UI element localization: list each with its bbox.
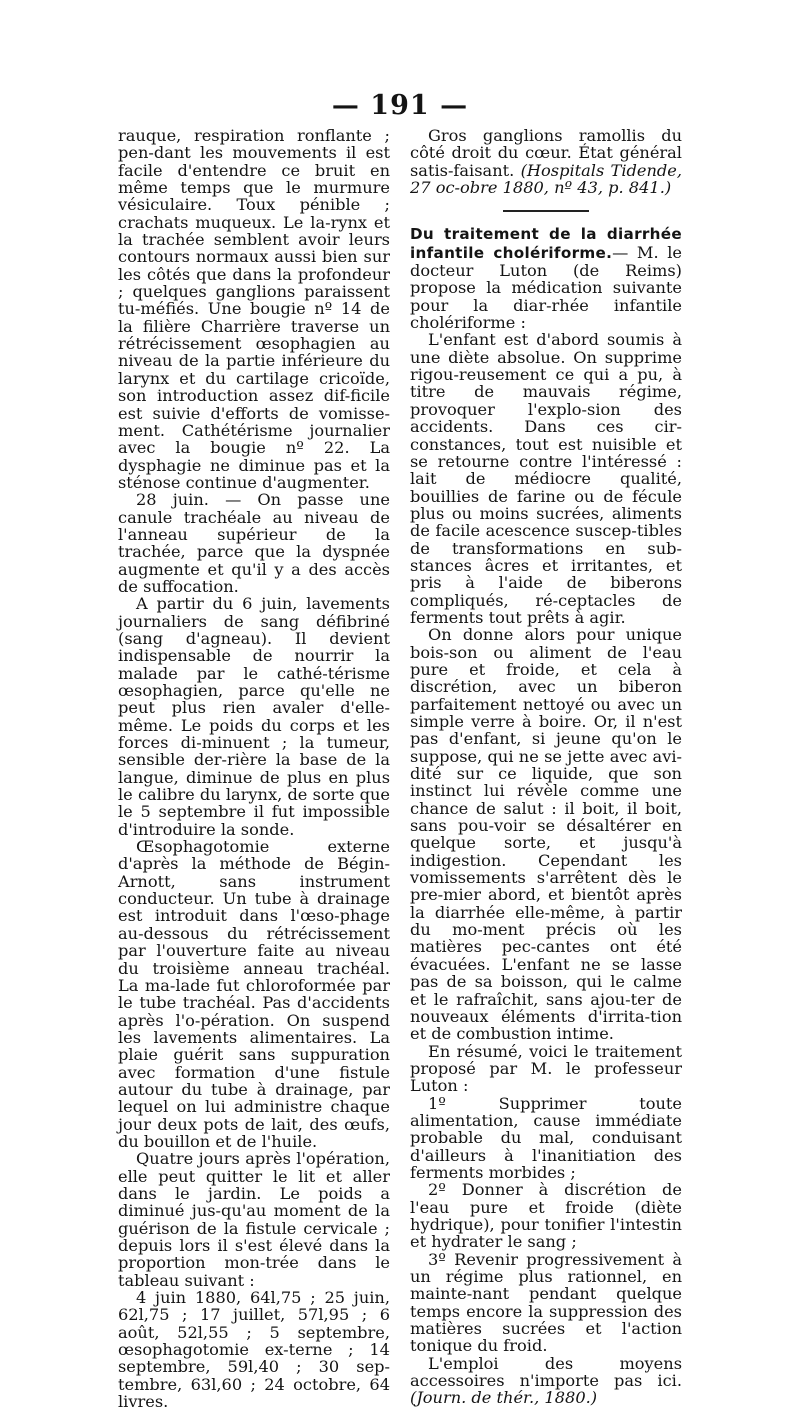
intro-citation: (Hospitals Tidende, 27 oc-obre 1880, nº 43, p. 841.) (410, 160, 682, 198)
paragraph: rauque, respiration ronflante ; pen-dant les mouvements il est facile d'entendre ce bruit en même temps que le murmure vésiculaire. Toux pénible ; crachats muqueux. Le la-rynx et la trachée semblent avoir leurs contours normaux aussi bien sur les côtés que dans la profondeur ; quelques ganglions paraissent tu-méfiés. Une bougie nº 14 de la filière Charrière traverse un rétrécissement œsophagien au niveau de la partie inférieure du larynx et du cartilage cricoïde, son introduction assez dif-ficile est suivie d'efforts de vomisse-ment. Cathétérisme journalier avec la bougie nº 22. La dysphagie ne diminue pas et la sténose continue d'augmenter. (118, 126, 390, 492)
closing-text: L'emploi des moyens accessoires n'importe pas ici. (410, 1353, 682, 1391)
paragraph: Œsophagotomie externe d'après la méthode de Bégin-Arnott, sans instrument conducteur. Un tube à drainage est introduit dans l'œso-phage au-dessous du rétrécissement par l'ouverture faite au niveau du troisième anneau trachéal. La ma-lade fut chloroformée par le tube trachéal. Pas d'accidents après l'o-pération. On suspend les lavements alimentaires. La plaie guérit sans suppuration avec formation d'une fistule autour du tube à drainage, par lequel on lui administre chaque jour deux pots de lait, des œufs, du bouillon et de l'huile. (118, 837, 390, 1151)
left-column (118, 127, 390, 1410)
list-item: 2º Donner à discrétion de l'eau pure et froide (diète hydrique), pour tonifier l'intestin et hydrater le sang ; (410, 1180, 682, 1252)
right-column (410, 127, 682, 1407)
paragraph: Quatre jours après l'opération, elle peut quitter le lit et aller dans le jardin. Le poids a diminué jus-qu'au moment de la guérison de la fistule cervicale ; depuis lors il s'est élevé dans la proportion mon-trée dans le tableau suivant : (118, 1149, 390, 1290)
article-heading-paragraph (410, 225, 682, 331)
list-item: 3º Revenir progressivement à un régime plus rationnel, en mainte-nant pendant quelque temps encore la suppression des matières sucrées et l'action tonique du froid. (410, 1249, 682, 1356)
paragraph: 28 juin. — On passe une canule trachéale au niveau de l'anneau supérieur de la trachée, parce que la dyspnée augmente et qu'il y a des accès de suffocation. (118, 490, 390, 596)
list-item: 1º Supprimer toute alimentation, cause immédiate probable du mal, conduisant d'ailleurs à l'inanitiation des ferments morbides ; (410, 1093, 682, 1182)
paragraph: A partir du 6 juin, lavements journaliers de sang défibriné (sang d'agneau). Il devient indispensable de nourrir la malade par le cathé-térisme œsophagien, parce qu'elle ne peut plus rien avaler d'elle-même. Le poids du corps et les forces di-minuent ; la tumeur, sensible der-rière la base de la langue, diminue de plus en plus le calibre du larynx, de sorte que le 5 septembre il fut impossible d'introduire la sonde. (118, 594, 390, 839)
closing-citation: (Journ. de thér., 1880.) (410, 1388, 598, 1408)
paragraph: En résumé, voici le traitement proposé par M. le professeur Luton : (410, 1041, 682, 1096)
divider (503, 210, 589, 212)
paragraph: 4 juin 1880, 64l,75 ; 25 juin, 62l,75 ; 17 juillet, 57l,95 ; 6 août, 52l,55 ; 5 septembre, œsophagotomie ex-terne ; 14 septembre, 59l,40 ; 30 sep-tembre, 63l,60 ; 24 octobre, 64 livres. (118, 1288, 390, 1411)
page-number: — 191 — (331, 90, 469, 121)
article-lead: — M. le docteur Luton (de Reims) propose la médication suivante pour la diar-rhée infantile cholériforme : (410, 242, 682, 333)
paragraph: On donne alors pour unique bois-son ou aliment de l'eau pure et froide, et cela à discrétion, avec un biberon parfaitement nettoyé ou avec un simple verre à boire. Or, il n'est pas d'enfant, si jeune qu'on le suppose, qui ne se jette avec avi-dité sur ce liquide, que son instinct lui révèle comme une chance de salut : il boit, il boit, sans pou-voir se désaltérer en quelque sorte, et jusqu'à indigestion. Cependant les vomissements s'arrêtent dès le pre-mier abord, et bientôt après la diarrhée elle-même, à partir du mo-ment précis où les matières pec-cantes ont été évacuées. L'enfant ne se lasse pas de sa boisson, qui le calme et le rafraîchit, sans ajou-ter de nouveaux éléments d'irrita-tion et de combustion intime. (410, 625, 682, 1044)
closing-paragraph (410, 1355, 682, 1407)
paragraph: L'enfant est d'abord soumis à une diète absolue. On supprime rigou-reusement ce qui a pu, à titre de mauvais régime, provoquer l'explo-sion des accidents. Dans ces cir-constances, tout est nuisible et se retourne contre l'intéressé : lait de médiocre qualité, bouillies de farine ou de fécule plus ou moins sucrées, aliments de facile acescence suscep-tibles de transformations en sub-stances âcres et irritantes, et pris à l'aide de biberons compliqués, ré-ceptacles de ferments tout prêts à agir. (410, 330, 682, 627)
intro-paragraph (410, 127, 682, 196)
intro-text: Gros ganglions ramollis du côté droit du cœur. État général satis-faisant. (410, 126, 682, 180)
article-title: Du traitement de la diarrhée infantile cholériforme. (410, 225, 682, 262)
